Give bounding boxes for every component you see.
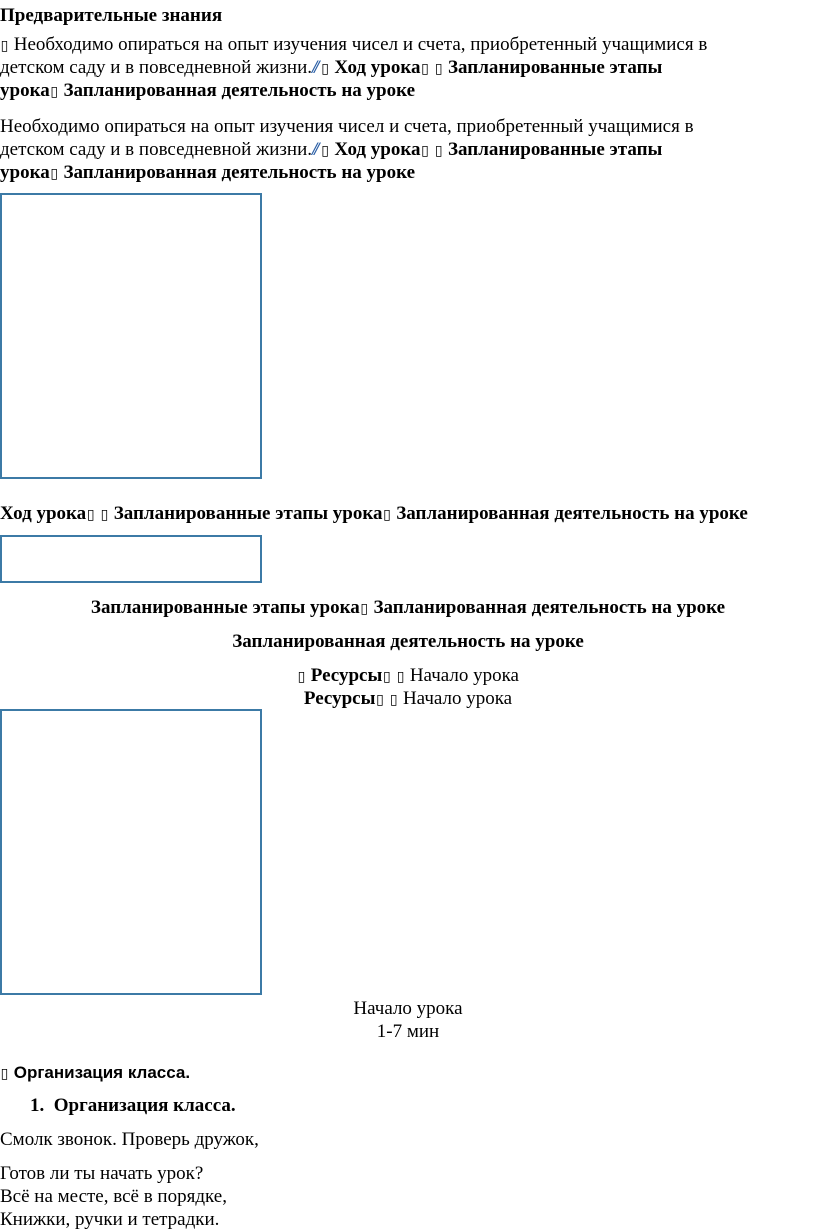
box-glyph-icon: ▯ [382, 669, 391, 685]
box-glyph-icon: ▯ [100, 507, 109, 523]
slash-mark-icon: // [312, 139, 317, 160]
lesson-start-duration: 1-7 мин [376, 1021, 440, 1042]
org-numbered-line [30, 1094, 236, 1118]
box-glyph-icon: ▯ [434, 143, 443, 159]
box-glyph-icon: ▯ [0, 1066, 9, 1082]
org-bullet-text: Организация класса. [13, 1063, 191, 1082]
planned-activity-line: Запланированная деятельность на уроке [232, 631, 584, 652]
box-glyph-icon: ▯ [396, 669, 405, 685]
empty-frame-1 [0, 193, 262, 479]
box-glyph-icon: ▯ [297, 669, 306, 685]
box-glyph-icon: ▯ [434, 61, 443, 77]
empty-frame-3 [0, 709, 262, 995]
poem-line-3: Всё на месте, всё в порядке, [0, 1186, 227, 1207]
box-glyph-icon: ▯ [383, 507, 391, 523]
resources-label: Ресурсы [303, 688, 376, 709]
lesson-flow-label: Ход урока [334, 57, 421, 78]
box-glyph-icon: ▯ [389, 692, 398, 708]
lesson-flow-label: Ход урока [334, 139, 421, 160]
box-glyph-icon: ▯ [50, 84, 59, 100]
org-numbered-text: Организация класса. [53, 1095, 236, 1116]
paragraph-2-text-cont: детском саду и в повседневной жизни. [0, 139, 312, 160]
lesson-start-title: Начало урока [353, 998, 463, 1019]
planned-activity-label: Запланированная деятельность на уроке [373, 597, 726, 618]
lesson-flow-line [0, 502, 748, 527]
box-glyph-icon: ▯ [421, 143, 429, 159]
poem-line-1: Смолк звонок. Проверь дружок, [0, 1129, 259, 1150]
lesson-word: урока [0, 162, 50, 183]
planned-activity-label: Запланированная деятельность на уроке [396, 503, 748, 524]
empty-frame-2 [0, 535, 262, 583]
planned-stages-label: Запланированные этапы урока [90, 597, 360, 618]
lesson-start-label: Начало урока [402, 688, 513, 709]
paragraph-1-text-cont: детском саду и в повседневной жизни. [0, 57, 312, 78]
paragraph-1-line-3 [0, 79, 415, 104]
poem-line-2: Готов ли ты начать урок? [0, 1163, 204, 1184]
lesson-flow-label: Ход урока [0, 503, 87, 524]
planned-stages-label: Запланированные этапы урока [113, 503, 383, 524]
paragraph-2-line-2 [0, 138, 662, 163]
slash-mark-icon: // [312, 57, 317, 78]
paragraph-2-line-1: Необходимо опираться на опыт изучения чисел и счета, приобретенный учащимися в [0, 116, 694, 137]
paragraph-2-line-3 [0, 161, 415, 186]
box-glyph-icon: ▯ [321, 143, 329, 159]
prior-knowledge-heading: Предварительные знания [0, 5, 223, 26]
box-glyph-icon: ▯ [86, 507, 95, 523]
box-glyph-icon: ▯ [376, 692, 384, 708]
resources-label: Ресурсы [310, 665, 383, 686]
list-number: 1. [30, 1095, 45, 1116]
planned-activity-label: Запланированная деятельность на уроке [63, 162, 416, 183]
paragraph-1-text: Необходимо опираться на опыт изучения чисел и счета, приобретенный учащимися в [13, 34, 708, 55]
planned-stages-label: Запланированные этапы [448, 57, 663, 78]
planned-stages-line [0, 596, 816, 621]
org-bullet-line [0, 1062, 190, 1085]
box-glyph-icon: ▯ [360, 601, 369, 617]
resources-line-1 [0, 664, 816, 689]
planned-activity-label: Запланированная деятельность на уроке [63, 80, 416, 101]
box-glyph-icon: ▯ [421, 61, 429, 77]
planned-stages-label: Запланированные этапы [448, 139, 663, 160]
paragraph-1-line-2 [0, 56, 662, 81]
lesson-start-label: Начало урока [409, 665, 519, 686]
box-glyph-icon: ▯ [321, 61, 329, 77]
poem-line-4: Книжки, ручки и тетрадки. [0, 1209, 220, 1230]
paragraph-1-line-1 [0, 33, 707, 58]
box-glyph-icon: ▯ [50, 166, 59, 182]
lesson-word: урока [0, 80, 50, 101]
box-glyph-icon: ▯ [0, 38, 9, 54]
